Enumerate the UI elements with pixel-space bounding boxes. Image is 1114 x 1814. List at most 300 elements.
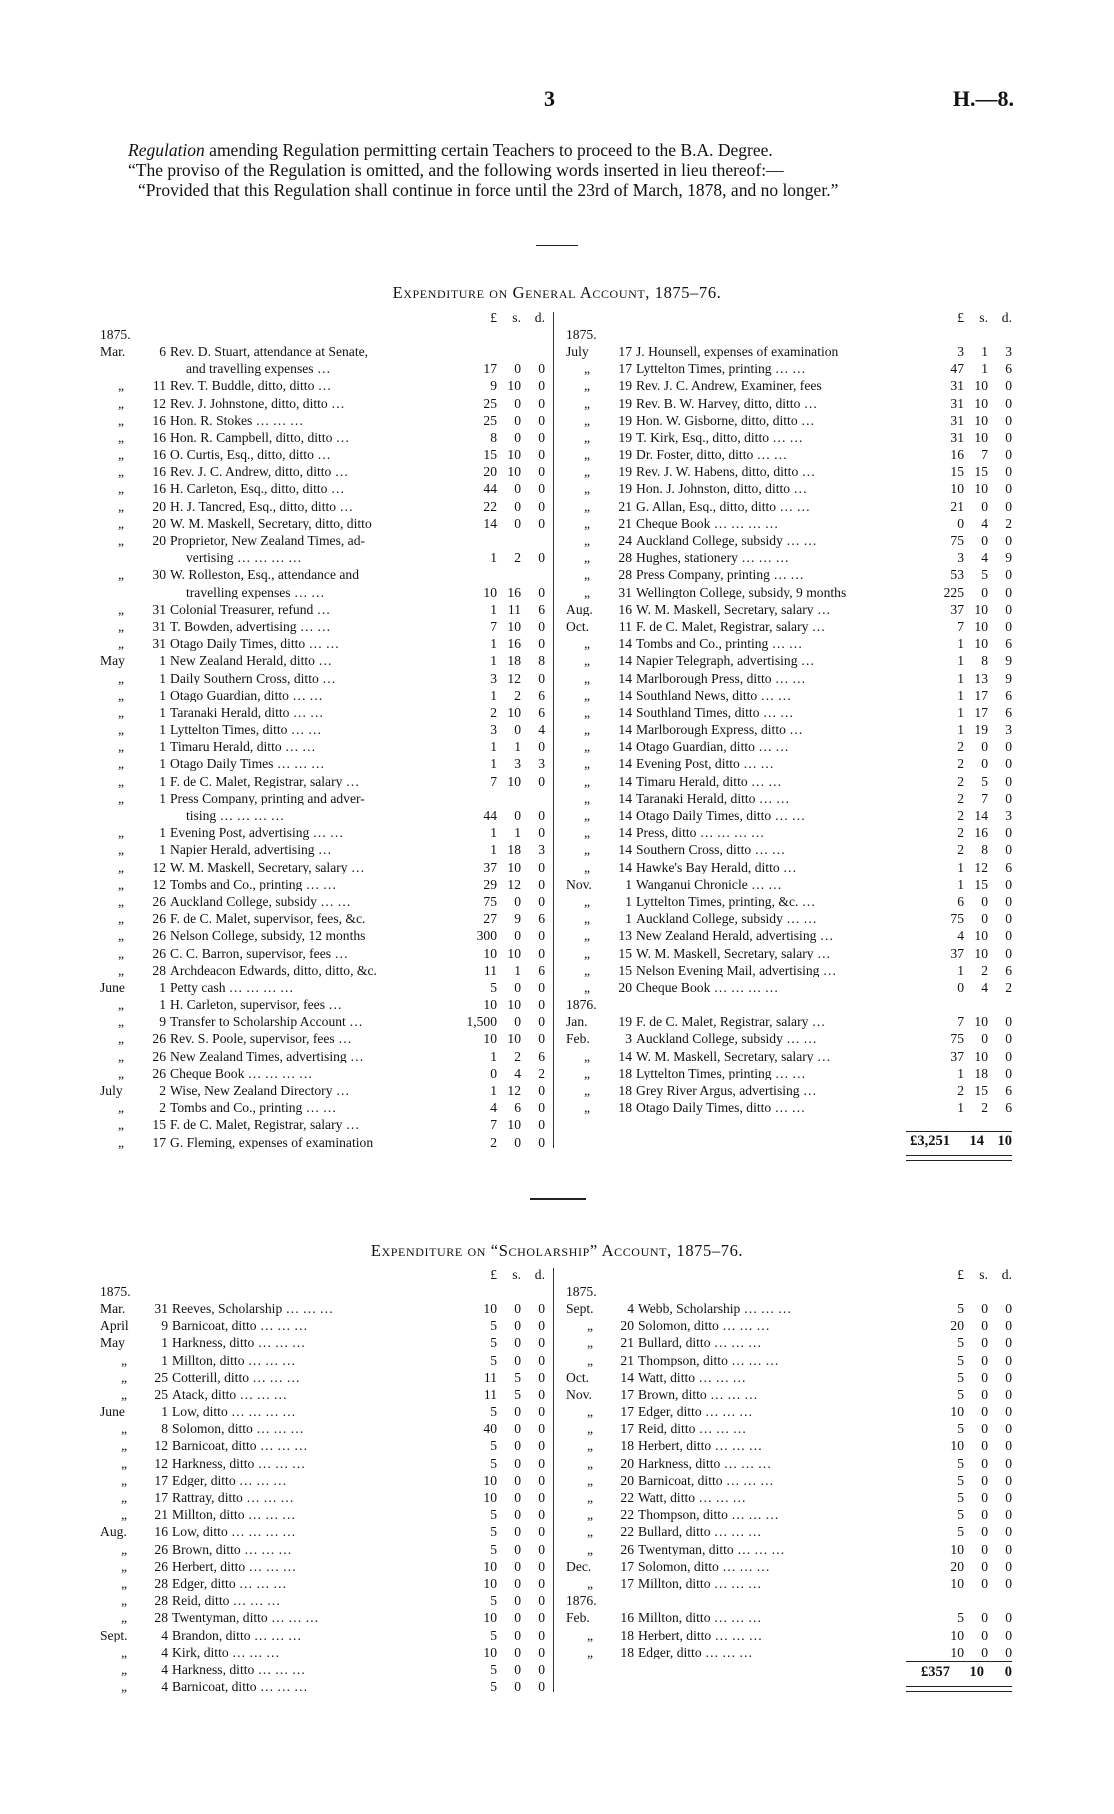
ledger-row xyxy=(566,926,1012,943)
entry-shillings: 10 xyxy=(974,601,988,617)
pence-heading: d. xyxy=(1001,1266,1012,1282)
entry-pence: 0 xyxy=(538,1558,545,1574)
entry-pounds: 3 xyxy=(490,722,497,737)
entry-month: „ xyxy=(117,601,125,617)
entry-pounds: 0 xyxy=(490,1065,497,1081)
entry-day: 28 xyxy=(152,962,166,978)
entry-description xyxy=(636,995,920,1012)
entry-shillings: 1 xyxy=(514,962,521,978)
ledger-row xyxy=(100,668,545,685)
entry-month: „ xyxy=(583,704,591,720)
entry-month: „ xyxy=(120,1472,128,1488)
entry-pounds: 2 xyxy=(957,790,964,806)
entry-shillings: 0 xyxy=(981,1627,988,1643)
entry-month: „ xyxy=(583,498,591,514)
entry-day: 1 xyxy=(159,687,166,703)
entry-pence: 0 xyxy=(538,361,545,376)
entry-shillings: 4 xyxy=(981,550,988,565)
entry-shillings: 0 xyxy=(514,1661,521,1677)
entry-pounds: 8 xyxy=(490,429,497,445)
entry-description: H. Carleton, supervisor, fees … xyxy=(170,997,342,1012)
entry-pounds: 44 xyxy=(483,808,497,823)
entry-day: 1 xyxy=(159,773,166,789)
ledger-row xyxy=(100,1522,545,1539)
entry-shillings xyxy=(497,530,521,547)
ledger-row xyxy=(100,359,545,376)
general-account-title: Expenditure on General Account, 1875–76. xyxy=(392,283,722,302)
ledger-row xyxy=(566,788,1012,805)
entry-month: „ xyxy=(583,739,591,754)
entry-pence: 0 xyxy=(538,876,545,892)
entry-pounds: 5 xyxy=(490,1679,497,1694)
entry-pounds: 20 xyxy=(483,464,497,479)
entry-pence: 0 xyxy=(538,1386,545,1402)
ledger-row xyxy=(566,1046,1012,1063)
ledger-row xyxy=(566,857,1012,874)
entry-pounds: 16 xyxy=(950,447,964,462)
entry-pounds: 3 xyxy=(957,343,964,359)
ledger-row xyxy=(100,530,545,547)
entry-day: 21 xyxy=(620,1352,634,1368)
general-left-currency-header xyxy=(100,307,545,324)
entry-pounds: 1 xyxy=(957,722,964,737)
entry-description: Nelson College, subsidy, 12 months xyxy=(170,928,366,943)
entry-month: „ xyxy=(583,808,591,823)
entry-shillings: 1 xyxy=(981,361,988,376)
entry-shillings: 0 xyxy=(514,1335,521,1350)
entry-pence: 0 xyxy=(1005,447,1012,462)
entry-shillings: 0 xyxy=(514,1490,521,1505)
entry-shillings: 10 xyxy=(974,945,988,961)
regulation-line-1-rest: amending Regulation permitting certain Teachers to proceed to the B.A. Degree. xyxy=(204,140,773,160)
ledger-row xyxy=(566,1029,1012,1046)
entry-pounds: 10 xyxy=(483,945,497,961)
ledger-row xyxy=(566,943,1012,960)
entry-shillings xyxy=(497,341,521,358)
entry-shillings: 0 xyxy=(981,1558,988,1574)
entry-pence: 0 xyxy=(1005,911,1012,926)
entry-day: 26 xyxy=(154,1558,168,1574)
entry-day: 16 xyxy=(152,481,166,497)
entry-description: Kirk, ditto … … … xyxy=(172,1644,280,1660)
entry-month: „ xyxy=(117,773,125,789)
entry-pence: 0 xyxy=(1005,1404,1012,1419)
entry-pounds: 5 xyxy=(490,1352,497,1368)
entry-day: 1 xyxy=(159,997,166,1012)
entry-shillings: 0 xyxy=(514,1610,521,1625)
entry-month: Feb. xyxy=(566,1610,590,1625)
entry-shillings: 10 xyxy=(974,1048,988,1064)
entry-day: 1 xyxy=(159,704,166,720)
entry-description: Tombs and Co., printing … … xyxy=(170,1100,337,1115)
entry-month: „ xyxy=(586,1335,594,1350)
entry-pence: 0 xyxy=(538,1300,545,1316)
entry-shillings: 0 xyxy=(514,1455,521,1471)
entry-shillings: 0 xyxy=(514,1524,521,1539)
entry-day: 16 xyxy=(618,601,632,617)
entry-month: 1875. xyxy=(100,1283,131,1299)
scholarship-total-rule xyxy=(906,1661,1012,1662)
entry-pounds: 75 xyxy=(950,1031,964,1047)
entry-shillings: 0 xyxy=(514,928,521,943)
entry-day: 18 xyxy=(620,1644,634,1660)
ledger-row xyxy=(100,1046,545,1063)
entry-day: 16 xyxy=(152,412,166,428)
entry-day: 9 xyxy=(159,1014,166,1029)
entry-month: „ xyxy=(120,1352,128,1368)
entry-month: „ xyxy=(583,378,591,393)
entry-shillings: 0 xyxy=(981,739,988,754)
entry-description: New Zealand Herald, ditto … xyxy=(170,653,332,668)
ledger-row xyxy=(100,479,545,496)
entry-shillings: 15 xyxy=(974,464,988,479)
entry-pounds: 17 xyxy=(483,361,497,376)
ledger-row xyxy=(566,548,1012,565)
entry-shillings: 0 xyxy=(981,1507,988,1522)
page-header xyxy=(0,86,1114,110)
entry-shillings: 0 xyxy=(981,1490,988,1505)
entry-description: Auckland College, subsidy … … xyxy=(636,911,817,926)
entry-day: 2 xyxy=(159,1083,166,1098)
entry-month: „ xyxy=(117,722,125,737)
entry-pence: 0 xyxy=(538,1100,545,1115)
entry-shillings: 4 xyxy=(514,1065,521,1081)
entry-description: Tombs and Co., printing … … xyxy=(636,636,803,651)
scholarship-total-pounds: £357 xyxy=(921,1664,950,1680)
entry-day: 14 xyxy=(618,773,632,789)
entry-pence: 0 xyxy=(538,481,545,497)
entry-description: Taranaki Herald, ditto … … xyxy=(170,704,324,720)
entry-month: „ xyxy=(120,1610,128,1625)
entry-shillings: 15 xyxy=(974,876,988,892)
entry-pounds: 5 xyxy=(957,1421,964,1436)
entry-month: „ xyxy=(583,1048,591,1064)
entry-month: „ xyxy=(586,1455,594,1471)
entry-description: Bullard, ditto … … … xyxy=(638,1524,762,1539)
entry-pence: 0 xyxy=(1005,1610,1012,1625)
regulation-line-1 xyxy=(100,140,1015,160)
entry-month: May xyxy=(100,1335,125,1350)
entry-description: travelling expenses … … xyxy=(186,584,325,600)
entry-pounds: 5 xyxy=(490,1593,497,1608)
entry-description: Edger, ditto … … … xyxy=(172,1575,287,1591)
entry-pence: 0 xyxy=(538,1421,545,1436)
entry-pounds: 5 xyxy=(490,1335,497,1350)
entry-pence: 0 xyxy=(538,1661,545,1677)
entry-pence: 0 xyxy=(538,1083,545,1098)
entry-pence: 6 xyxy=(538,1048,545,1064)
entry-pounds: 5 xyxy=(957,1335,964,1350)
entry-shillings: 10 xyxy=(974,928,988,943)
ledger-row xyxy=(566,651,1012,668)
entry-month: 1876. xyxy=(566,1593,597,1608)
ledger-row xyxy=(566,634,1012,651)
entry-shillings: 10 xyxy=(507,464,521,479)
entry-month xyxy=(100,582,142,599)
entry-shillings: 10 xyxy=(974,636,988,651)
entry-shillings: 14 xyxy=(974,808,988,823)
page-number: 3 xyxy=(544,86,555,111)
ledger-row xyxy=(100,1281,545,1298)
entry-shillings: 0 xyxy=(514,1575,521,1591)
entry-pence: 0 xyxy=(1005,1558,1012,1574)
ledger-row xyxy=(100,754,545,771)
entry-shillings: 10 xyxy=(507,1031,521,1047)
entry-pounds: 5 xyxy=(490,1507,497,1522)
entry-day: 28 xyxy=(154,1610,168,1625)
ledger-row xyxy=(100,324,545,341)
ledger-row xyxy=(566,359,1012,376)
entry-month: „ xyxy=(583,825,591,840)
entry-day: 11 xyxy=(152,378,166,393)
entry-shillings: 10 xyxy=(507,378,521,393)
entry-pence: 0 xyxy=(1005,1541,1012,1557)
ledger-row xyxy=(566,445,1012,462)
entry-month: „ xyxy=(583,1065,591,1081)
entry-pounds: 2 xyxy=(957,825,964,840)
entry-month: Dec. xyxy=(566,1558,592,1574)
ledger-row xyxy=(100,874,545,891)
entry-description: F. de C. Malet, Registrar, salary … xyxy=(170,1117,360,1132)
entry-pounds: 2 xyxy=(957,756,964,772)
entry-month: „ xyxy=(586,1507,594,1522)
entry-day: 20 xyxy=(152,498,166,514)
ledger-row xyxy=(100,1367,545,1384)
entry-pence: 0 xyxy=(538,464,545,479)
entry-shillings: 13 xyxy=(974,670,988,686)
entry-pence: 0 xyxy=(1005,1335,1012,1350)
entry-month: „ xyxy=(120,1593,128,1608)
entry-month: „ xyxy=(583,515,591,531)
entry-month: „ xyxy=(586,1490,594,1505)
ledger-row xyxy=(566,1642,1012,1659)
entry-pence: 0 xyxy=(1005,1014,1012,1029)
entry-pence: 6 xyxy=(1005,361,1012,376)
entry-pence: 0 xyxy=(1005,1644,1012,1660)
entry-day: 3 xyxy=(625,1031,632,1047)
entry-month: „ xyxy=(117,515,125,531)
entry-month: „ xyxy=(117,876,125,892)
scholarship-total xyxy=(878,1664,1012,1682)
entry-pounds xyxy=(924,1281,964,1298)
entry-month: „ xyxy=(117,825,125,840)
entry-month: „ xyxy=(117,1134,125,1150)
ledger-row xyxy=(566,1539,1012,1556)
entry-pence: 6 xyxy=(538,911,545,926)
entry-pounds: 1 xyxy=(490,842,497,857)
entry-pence: 0 xyxy=(538,1031,545,1047)
entry-description: Timaru Herald, ditto … … xyxy=(170,739,316,754)
entry-day: 14 xyxy=(618,1048,632,1064)
entry-month: Sept. xyxy=(100,1627,128,1643)
entry-pence: 2 xyxy=(1005,515,1012,531)
entry-month: „ xyxy=(586,1644,594,1660)
pounds-heading: £ xyxy=(957,1266,964,1282)
entry-month: „ xyxy=(583,911,591,926)
entry-pounds: 225 xyxy=(943,584,964,600)
entry-description: Millton, ditto … … … xyxy=(638,1610,762,1625)
entry-description: W. Rolleston, Esq., attendance and xyxy=(170,567,360,582)
entry-month: 1875. xyxy=(566,326,597,342)
entry-shillings: 17 xyxy=(974,687,988,703)
entry-pounds: 10 xyxy=(950,1438,964,1454)
ledger-row xyxy=(100,634,545,651)
entry-pounds: 15 xyxy=(950,464,964,479)
entry-pence: 0 xyxy=(538,997,545,1012)
entry-month: „ xyxy=(586,1421,594,1436)
entry-month: „ xyxy=(583,584,591,600)
entry-description: Harkness, ditto … … … xyxy=(172,1335,306,1350)
ledger-row xyxy=(100,1591,545,1608)
entry-pence: 0 xyxy=(1005,790,1012,806)
entry-month: Sept. xyxy=(566,1300,594,1316)
entry-day: 20 xyxy=(618,979,632,995)
ledger-row xyxy=(566,1436,1012,1453)
entry-day: 18 xyxy=(618,1065,632,1081)
entry-pence: 0 xyxy=(1005,498,1012,514)
entry-day: 17 xyxy=(620,1404,634,1419)
entry-day: 1 xyxy=(159,670,166,686)
entry-pounds: 29 xyxy=(483,876,497,892)
entry-description: New Zealand Times, advertising … xyxy=(170,1048,364,1064)
entry-day: 20 xyxy=(152,533,166,548)
entry-shillings: 2 xyxy=(514,687,521,703)
entry-description: New Zealand Herald, advertising … xyxy=(636,928,834,943)
entry-shillings: 0 xyxy=(981,584,988,600)
entry-day: 25 xyxy=(154,1369,168,1385)
entry-month: „ xyxy=(117,928,125,943)
entry-pounds: 37 xyxy=(483,859,497,875)
general-total-rule xyxy=(906,1131,1012,1132)
entry-pence: 0 xyxy=(1005,378,1012,393)
ledger-row xyxy=(100,1384,545,1401)
entry-description: G. Allan, Esq., ditto, ditto … … xyxy=(636,498,811,514)
entry-day xyxy=(142,324,170,341)
entry-month: „ xyxy=(120,1507,128,1522)
entry-pence: 0 xyxy=(1005,1627,1012,1643)
entry-pounds: 1 xyxy=(490,825,497,840)
entry-pounds: 27 xyxy=(483,911,497,926)
entry-day: 17 xyxy=(618,343,632,359)
entry-description: O. Curtis, Esq., ditto, ditto … xyxy=(170,447,331,462)
regulation-text xyxy=(100,140,1015,200)
entry-description: Solomon, ditto … … … xyxy=(638,1558,770,1574)
entry-month: July xyxy=(566,343,589,359)
entry-day: 26 xyxy=(152,1048,166,1064)
entry-month: „ xyxy=(583,550,591,565)
entry-month: „ xyxy=(583,1100,591,1115)
ledger-row xyxy=(100,1677,545,1694)
entry-day: 1 xyxy=(159,739,166,754)
ledger-row xyxy=(100,1350,545,1367)
entry-description: Twentyman, ditto … … … xyxy=(172,1610,319,1625)
entry-shillings: 10 xyxy=(974,1014,988,1029)
entry-shillings: 19 xyxy=(974,722,988,737)
entry-shillings: 9 xyxy=(514,911,521,926)
entry-month: „ xyxy=(117,962,125,978)
entry-pence: 0 xyxy=(1005,876,1012,892)
entry-description: Edger, ditto … … … xyxy=(638,1404,753,1419)
entry-description: Otago Daily Times, ditto … … xyxy=(636,808,806,823)
entry-pounds: 21 xyxy=(950,498,964,514)
ledger-row xyxy=(566,1316,1012,1333)
entry-description: Rev. S. Poole, supervisor, fees … xyxy=(170,1031,352,1047)
entry-description: Reid, ditto … … … xyxy=(638,1421,747,1436)
entry-pence: 0 xyxy=(538,1134,545,1150)
entry-month: „ xyxy=(117,464,125,479)
entry-shillings: 10 xyxy=(974,412,988,428)
entry-pounds: 11 xyxy=(483,1369,497,1385)
ledger-row xyxy=(566,599,1012,616)
entry-pence: 0 xyxy=(1005,395,1012,411)
entry-shillings xyxy=(964,1591,988,1608)
general-total-double-rule xyxy=(906,1155,1012,1161)
entry-month: „ xyxy=(117,1117,125,1132)
entry-pounds: 2 xyxy=(957,808,964,823)
entry-pence: 0 xyxy=(538,808,545,823)
ledger-row xyxy=(100,960,545,977)
entry-description: W. M. Maskell, Secretary, salary … xyxy=(170,859,365,875)
general-column-divider xyxy=(553,312,554,1148)
ledger-row xyxy=(566,1487,1012,1504)
entry-description: Webb, Scholarship … … … xyxy=(638,1300,792,1316)
entry-day: 20 xyxy=(620,1472,634,1488)
entry-shillings: 0 xyxy=(981,498,988,514)
entry-shillings: 16 xyxy=(507,636,521,651)
entry-description: Lyttelton Times, printing … … xyxy=(636,361,806,376)
entry-month: July xyxy=(100,1083,123,1098)
entry-description: Herbert, ditto … … … xyxy=(638,1627,763,1643)
ledger-row xyxy=(566,462,1012,479)
entry-description xyxy=(638,1591,924,1608)
entry-shillings: 10 xyxy=(974,429,988,445)
entry-day: 17 xyxy=(154,1490,168,1505)
pence-heading: d. xyxy=(534,1266,545,1282)
entry-description: Timaru Herald, ditto … … xyxy=(636,773,782,789)
entry-shillings: 0 xyxy=(514,893,521,909)
entry-description xyxy=(638,1281,924,1298)
entry-pounds: 1 xyxy=(490,601,497,617)
entry-description: Atack, ditto … … … xyxy=(172,1386,288,1402)
entry-pence: 6 xyxy=(1005,1100,1012,1115)
entry-shillings: 0 xyxy=(981,1610,988,1625)
entry-description: Solomon, ditto … … … xyxy=(172,1421,304,1436)
entry-pence: 0 xyxy=(1005,481,1012,497)
entry-month: „ xyxy=(117,842,125,857)
ledger-row xyxy=(100,771,545,788)
entry-pounds: 7 xyxy=(490,773,497,789)
entry-pounds: 31 xyxy=(950,378,964,393)
ledger-row xyxy=(566,1608,1012,1625)
ledger-row xyxy=(566,1505,1012,1522)
ledger-row xyxy=(566,668,1012,685)
entry-month: June xyxy=(100,979,125,995)
entry-month: „ xyxy=(586,1541,594,1557)
entry-pounds: 25 xyxy=(483,395,497,411)
entry-pounds: 2 xyxy=(957,773,964,789)
entry-day: 26 xyxy=(152,893,166,909)
ledger-row xyxy=(566,1573,1012,1590)
entry-day: 14 xyxy=(618,859,632,875)
entry-month: April xyxy=(100,1318,129,1333)
ledger-row xyxy=(566,427,1012,444)
entry-shillings: 10 xyxy=(974,395,988,411)
entry-description: vertising … … … … xyxy=(186,550,302,565)
entry-description: Rev. D. Stuart, attendance at Senate, xyxy=(170,343,369,359)
entry-day: 4 xyxy=(161,1627,168,1643)
entry-pounds: 2 xyxy=(957,842,964,857)
ledger-row xyxy=(566,1098,1012,1115)
